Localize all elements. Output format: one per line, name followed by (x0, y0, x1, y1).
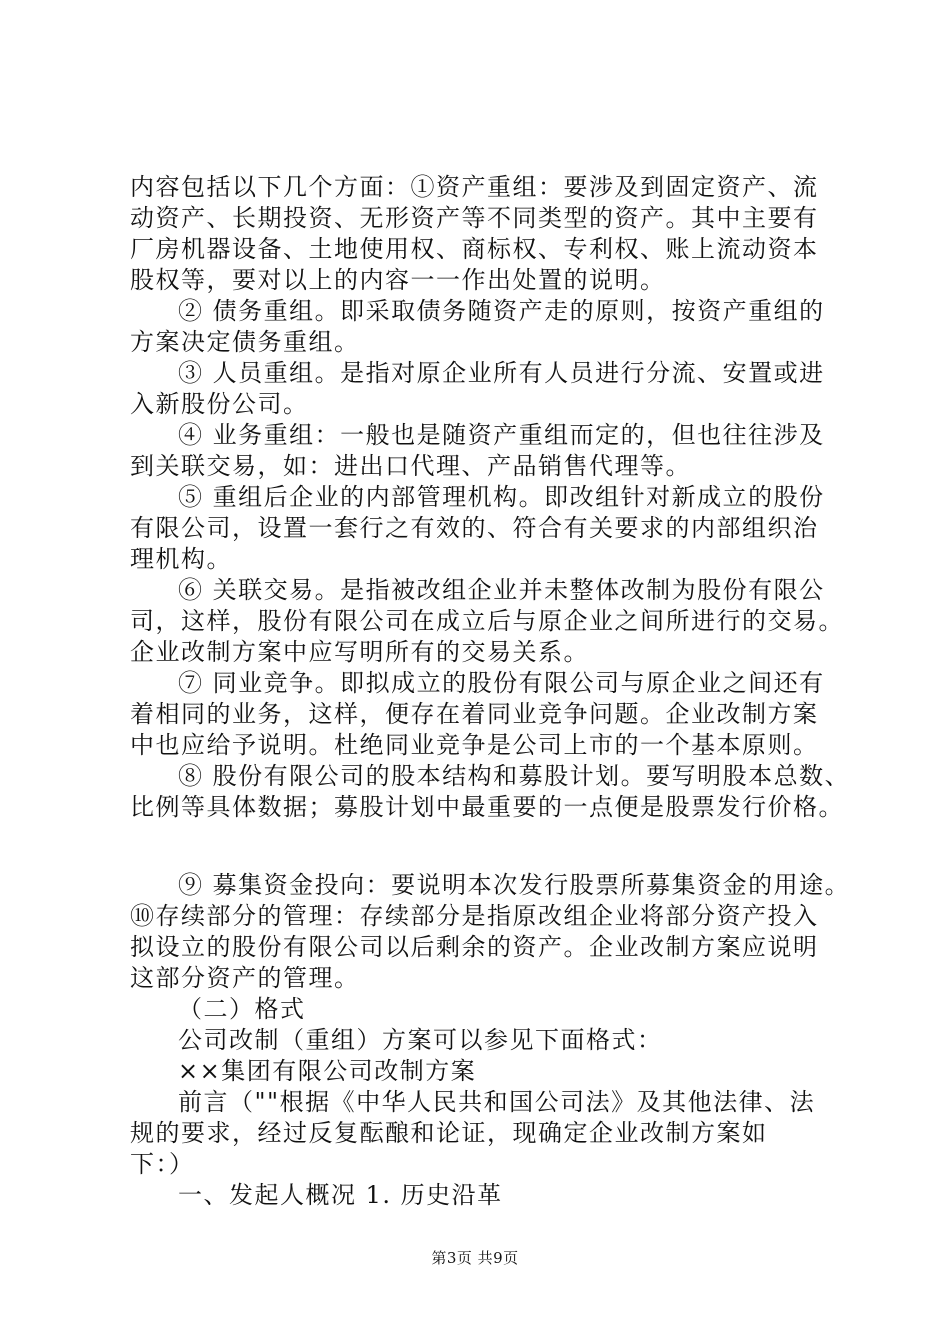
text-line: 理机构。 (130, 545, 232, 573)
text-line: 中也应给予说明。杜绝同业竞争是公司上市的一个基本原则。 (130, 731, 819, 759)
document-body (130, 172, 850, 1211)
text-line: 股权等，要对以上的内容一一作出处置的说明。 (130, 266, 666, 294)
paragraph-gap (130, 823, 850, 870)
text-line: ⑨ 募集资金投向：要说明本次发行股票所募集资金的用途。 (178, 871, 851, 899)
page-footer: 第3页 共9页 (431, 1249, 519, 1267)
text-line: 公司改制（重组）方案可以参见下面格式： (178, 1026, 663, 1054)
text-line: 这部分资产的管理。 (130, 964, 360, 992)
text-line: ⑧ 股份有限公司的股本结构和募股计划。要写明股本总数、 (178, 762, 851, 790)
text-line: 到关联交易，如：进出口代理、产品销售代理等。 (130, 452, 691, 480)
text-line: 规的要求，经过反复酝酿和论证，现确定企业改制方案如 (130, 1119, 768, 1147)
text-line: 一、发起人概况 1. 历史沿革 (178, 1181, 503, 1209)
text-line: ③ 人员重组。是指对原企业所有人员进行分流、安置或进 (178, 359, 825, 387)
text-line: 着相同的业务，这样，便存在着同业竞争问题。企业改制方案 (130, 700, 819, 728)
section-heading: （二）格式 (178, 995, 306, 1023)
text-line: 拟设立的股份有限公司以后剩余的资产。企业改制方案应说明 (130, 933, 819, 961)
text-line: 司，这样，股份有限公司在成立后与原企业之间所进行的交易。 (130, 607, 844, 635)
text-line: 前言（""根据《中华人民共和国公司法》及其他法律、法 (178, 1088, 816, 1116)
text-line: ④ 业务重组：一般也是随资产重组而定的，但也往往涉及 (178, 421, 825, 449)
text-line: ⑦ 同业竞争。即拟成立的股份有限公司与原企业之间还有 (178, 669, 825, 697)
text-line: ② 债务重组。即采取债务随资产走的原则，按资产重组的 (178, 297, 825, 325)
text-line: 下：） (130, 1150, 195, 1178)
text-line: 厂房机器设备、土地使用权、商标权、专利权、账上流动资本 (130, 235, 819, 263)
text-line: 方案决定债务重组。 (130, 328, 360, 356)
text-line: ⑩存续部分的管理：存续部分是指原改组企业将部分资产投入 (130, 902, 819, 930)
text-line: 企业改制方案中应写明所有的交易关系。 (130, 638, 589, 666)
text-line: ⑥ 关联交易。是指被改组企业并未整体改制为股份有限公 (178, 576, 825, 604)
text-line: 内容包括以下几个方面：①资产重组：要涉及到固定资产、流 (130, 173, 819, 201)
text-line: 入新股份公司。 (130, 390, 309, 418)
text-line: ××集团有限公司改制方案 (178, 1057, 477, 1085)
text-line: ⑤ 重组后企业的内部管理机构。即改组针对新成立的股份 (178, 483, 825, 511)
text-line: 有限公司，设置一套行之有效的、符合有关要求的内部组织治 (130, 514, 819, 542)
text-line: 比例等具体数据；募股计划中最重要的一点便是股票发行价格。 (130, 793, 844, 821)
text-line: 动资产、长期投资、无形资产等不同类型的资产。其中主要有 (130, 204, 819, 232)
